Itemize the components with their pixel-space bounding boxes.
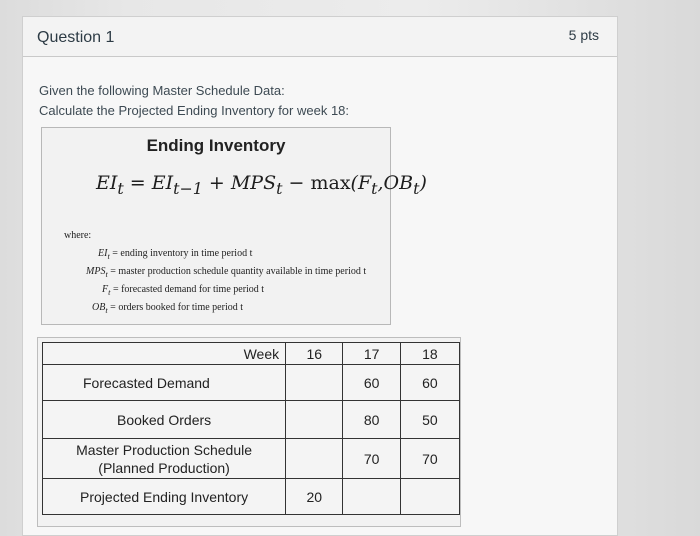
schedule-table: [42, 342, 460, 515]
table-header-row: [43, 343, 460, 365]
ending-16: 20: [286, 479, 343, 515]
row-label-booked: Booked Orders: [43, 401, 286, 439]
question-title: Question 1: [37, 29, 115, 46]
forecast-17: 60: [343, 365, 400, 401]
row-label-mps-line1: Master Production Schedule: [76, 441, 252, 458]
mps-16: [286, 439, 343, 479]
definition-ob: $OB_t$ = orders booked for time period t: [92, 302, 243, 315]
table-row: [43, 439, 460, 479]
intro-line-2: Calculate the Projected Ending Inventory for week 18:: [39, 103, 350, 118]
question-card: [22, 16, 618, 536]
ending-18: [400, 479, 459, 515]
formula-title: Ending Inventory: [146, 136, 286, 155]
formula-where-label: where:: [64, 230, 92, 241]
formula-equation: $EI_t = EI_{t-1} + MPS_t - \max(F_t,OB_t)$: [96, 172, 427, 198]
table-row: [43, 365, 460, 401]
ending-17: [343, 479, 400, 515]
table-row: [43, 479, 460, 515]
question-header: [23, 17, 617, 57]
definition-ei-text: ending inventory in time period t: [120, 248, 253, 259]
definition-ob-text: orders booked for time period t: [118, 302, 243, 313]
week-17: 17: [343, 343, 400, 365]
row-label-mps: [43, 439, 286, 479]
mps-17: 70: [343, 439, 400, 479]
booked-16: [286, 401, 343, 439]
mps-18: 70: [400, 439, 459, 479]
definition-mps: $MPS_t$ = master production schedule quantity available in time period t: [86, 266, 367, 279]
week-18: 18: [400, 343, 459, 365]
week-16: 16: [286, 343, 343, 365]
booked-18: 50: [400, 401, 459, 439]
definition-f: $F_t$ = forecasted demand for time period t: [102, 284, 265, 297]
table-row: [43, 401, 460, 439]
row-label-ending-inventory: Projected Ending Inventory: [43, 479, 286, 515]
definition-ei: $EI_t$ = ending inventory in time period t: [98, 248, 253, 261]
row-label-forecast: Forecasted Demand: [43, 365, 286, 401]
forecast-18: 60: [400, 365, 459, 401]
schedule-table-image: [37, 337, 461, 527]
row-label-mps-line2: (Planned Production): [98, 459, 230, 476]
formula-image: [41, 127, 427, 325]
intro-line-1: Given the following Master Schedule Data:: [39, 83, 285, 98]
week-header: Week: [43, 343, 286, 365]
forecast-16: [286, 365, 343, 401]
definition-mps-text: master production schedule quantity available in time period t: [118, 266, 367, 277]
question-points: 5 pts: [568, 27, 599, 43]
definition-f-text: forecasted demand for time period t: [121, 284, 265, 295]
booked-17: 80: [343, 401, 400, 439]
